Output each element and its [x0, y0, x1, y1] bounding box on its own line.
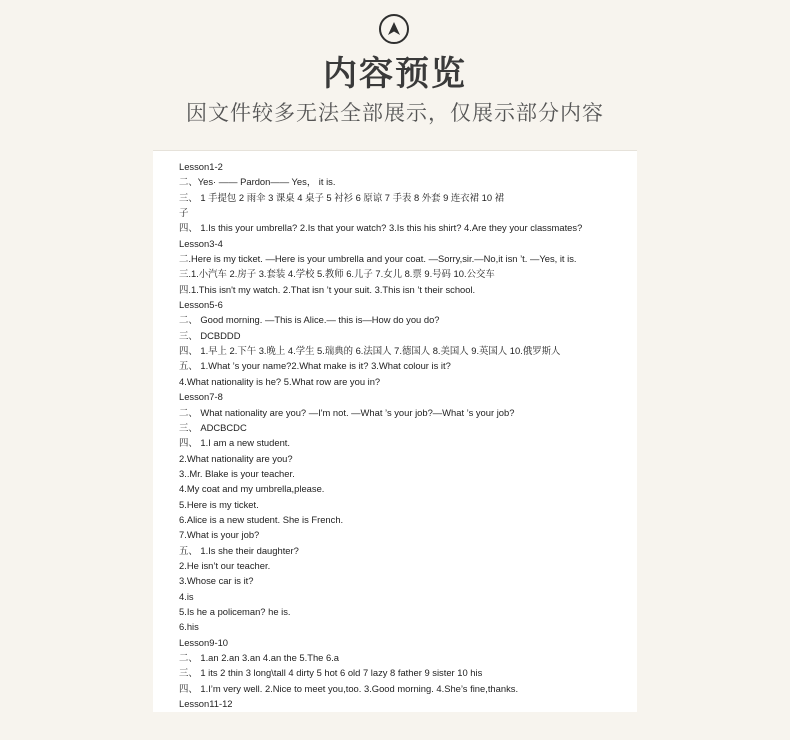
page-header	[0, 0, 790, 150]
page-title: 内容预览	[323, 54, 467, 94]
document-line: 四、 1.Is this your umbrella? 2.Is that your watch? 3.Is this his shirt? 4.Are they your classmates?	[179, 222, 583, 234]
document-line: 3.Whose car is it?	[179, 575, 254, 587]
document-line: 4.What nationality is he? 5.What row are you in?	[179, 375, 381, 387]
document-preview	[153, 150, 637, 712]
document-line: 4.is	[179, 590, 194, 602]
document-line: 四.1.This isn't my watch. 2.That isn ’t your suit. 3.This isn ’t their school.	[179, 283, 476, 295]
document-line: 二、Yes· —— Pardon—— Yes， it is.	[179, 176, 336, 188]
document-line: Lesson7-8	[179, 391, 223, 403]
document-line: 5.Here is my ticket.	[179, 498, 259, 510]
document-line: 二、 1.an 2.an 3.an 4.an the 5.The 6.a	[179, 652, 340, 663]
document-line: 二、 What nationality are you? —I'm not. —What ’s your job?—What ’s your job?	[179, 406, 515, 418]
document-line: Lesson1-2	[179, 161, 223, 172]
document-line: 6.Alice is a new student. She is French.	[179, 513, 344, 525]
document-line: 三、 ADCBCDC	[179, 421, 247, 433]
document-line: Lesson11-12	[179, 698, 233, 710]
document-line: 7.What is your job?	[179, 529, 260, 541]
document-line: 四、 1.I am a new student.	[179, 437, 290, 449]
document-line: 五、 1.Is she their daughter?	[179, 544, 299, 556]
document-line: 四、 1.早上 2.下午 3.晚上 4.学生 5.瑞典的 6.法国人 7.德国人 8.美国人 9.英国人 10.俄罗斯人	[179, 345, 561, 357]
document-line: 三、 DCBDDD	[179, 329, 241, 341]
document-line: 3..Mr. Blake is your teacher.	[179, 467, 295, 479]
document-line: Lesson3-4	[179, 237, 223, 249]
document-line: 5.Is he a policeman? he is.	[179, 605, 291, 617]
document-line: 二.Here is my ticket. —Here is your umbrella and your coat. —Sorry,sir.—No,it isn ’t. —Yes, it is.	[179, 253, 577, 265]
document-line: 三.1.小汽车 2.房子 3.套装 4.学校 5.教师 6.儿子 7.女儿 8.票 9.号码 10.公交车	[179, 268, 495, 280]
document-line: 6.his	[179, 621, 199, 633]
document-line: 三、 1 its 2 thin 3 long\tall 4 dirty 5 hot 6 old 7 lazy 8 father 9 sister 10 his	[179, 667, 483, 679]
document-lines	[179, 159, 599, 711]
document-line: Lesson9-10	[179, 636, 228, 648]
document-line: 五、 1.What ’s your name?2.What make is it? 3.What colour is it?	[179, 360, 451, 372]
document-line: 2.What nationality are you?	[179, 452, 293, 464]
document-line: 二、 Good morning. —This is Alice.— this is—How do you do?	[179, 314, 440, 326]
document-line: Lesson5-6	[179, 299, 223, 311]
document-line: 子	[179, 207, 189, 219]
document-line: 4.My coat and my umbrella,please.	[179, 483, 325, 495]
document-line: 四、 1.I’m very well. 2.Nice to meet you,too. 3.Good morning. 4.She’s fine,thanks.	[179, 682, 519, 694]
document-line: 三、 1 手提包 2 雨伞 3 课桌 4 桌子 5 衬衫 6 原谅 7 手表 8 外套 9 连衣裙 10 裙	[179, 191, 505, 203]
page-subtitle: 因文件较多无法全部展示，仅展示部分内容	[186, 101, 604, 125]
up-arrow-circle-icon	[379, 14, 409, 44]
document-line: 2.He isn’t our teacher.	[179, 559, 271, 571]
